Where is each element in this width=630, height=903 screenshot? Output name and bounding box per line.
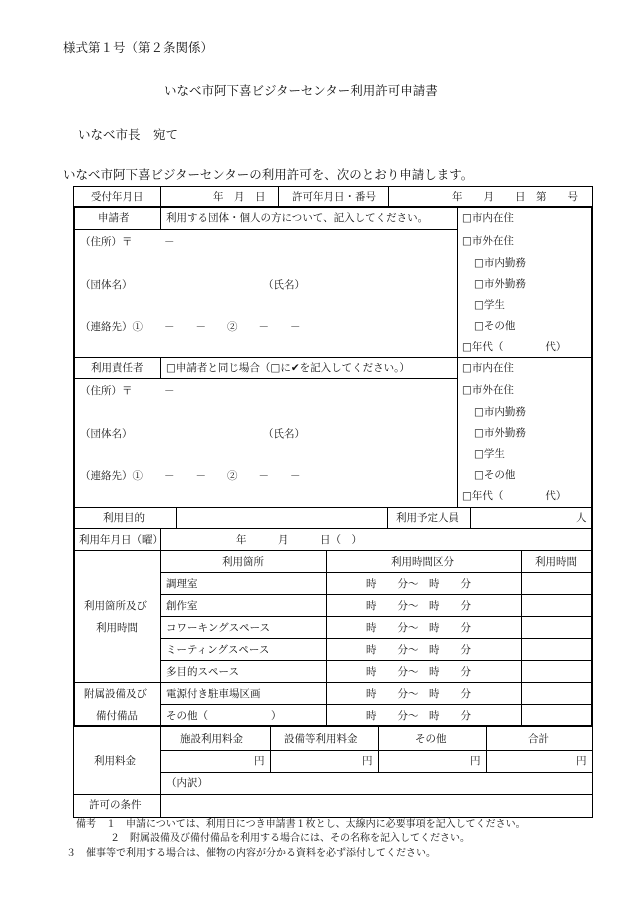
facility-header-place: 利用箇所 — [222, 556, 264, 568]
fee-unit-equipment: 円 — [362, 755, 373, 767]
use-date-label: 利用年月日（曜） — [79, 534, 163, 546]
fee-unit-other: 円 — [470, 755, 481, 767]
responsible-contact: （連絡先）① － － ② － － — [80, 470, 301, 482]
facility-group-label-2: 利用時間 — [96, 622, 138, 634]
note-1: 備考 １ 申請については、利用日につき申請書１枚とし、太線内に必要事項を記入してください。 — [76, 819, 526, 830]
facility-row-cooking: 調理室 — [166, 578, 198, 590]
equipment-row-parking: 電源付き駐車場区画 — [166, 688, 261, 700]
equipment-row-parking-time: 時 分～ 時 分 — [366, 688, 471, 700]
responsible-option-city-work: □市内勤務 — [474, 406, 526, 418]
responsible-option-outside-work: □市外勤務 — [474, 427, 526, 439]
planned-users-unit: 人 — [576, 512, 587, 524]
responsible-option-student: □学生 — [474, 448, 505, 460]
facility-header-slot: 利用時間区分 — [391, 556, 454, 568]
responsible-name: （氏名） — [263, 428, 305, 440]
facility-row-meeting: ミーティングスペース — [166, 644, 270, 656]
fee-header-other: その他 — [415, 733, 447, 745]
fee-unit-total: 円 — [576, 755, 587, 767]
equipment-label-1: 附属設備及び — [84, 688, 147, 700]
applicant-option-city-work: □市内勤務 — [474, 257, 526, 269]
applicant-option-resident: □市内在住 — [462, 212, 514, 224]
responsible-note: □申請者と同じ場合（□に✔を記入してください。） — [166, 362, 410, 374]
applicant-address: （住所）〒 － — [80, 236, 175, 248]
fee-header-facility: 施設利用料金 — [180, 733, 243, 745]
responsible-option-nonresident: □市外在住 — [462, 384, 514, 396]
facility-header-time: 利用時間 — [535, 556, 577, 568]
responsible-label: 利用責任者 — [91, 362, 144, 374]
note-2: ２ 附属設備及び備付備品を利用する場合には、その名称を記入してください。 — [110, 833, 470, 844]
fee-header-total: 合計 — [528, 733, 549, 745]
fee-label: 利用料金 — [94, 755, 136, 767]
applicant-contact: （連絡先）① － － ② － － — [80, 321, 301, 333]
receipt-date-value: 年 月 日 — [213, 191, 266, 203]
responsible-group: （団体名） — [80, 428, 133, 440]
facility-row-coworking-time: 時 分～ 時 分 — [366, 622, 471, 634]
fee-header-equipment: 設備等利用料金 — [284, 733, 358, 745]
intro-text: いなべ市阿下喜ビジターセンターの利用許可を、次のとおり申請します。 — [63, 167, 474, 182]
note-3: ３ 催事等で利用する場合は、催物の内容が分かる資料を必ず添付してください。 — [66, 848, 436, 859]
planned-users-label: 利用予定人員 — [396, 512, 459, 524]
fee-unit-facility: 円 — [254, 755, 265, 767]
addressee: いなべ市長 宛て — [78, 127, 179, 142]
responsible-option-other: □その他 — [474, 469, 516, 481]
facility-row-multipurpose: 多目的スペース — [166, 666, 239, 678]
applicant-option-outside-work: □市外勤務 — [474, 278, 526, 290]
fee-breakdown: （内訳） — [166, 777, 208, 789]
equipment-label-2: 備付備品 — [96, 710, 138, 722]
equipment-row-other: その他（ ） — [166, 710, 282, 722]
applicant-option-nonresident: □市外在住 — [462, 235, 514, 247]
equipment-row-other-time: 時 分～ 時 分 — [366, 710, 471, 722]
use-date-value: 年 月 日（ ） — [236, 534, 362, 546]
permit-value: 年 月 日 第 号 — [452, 191, 578, 203]
responsible-option-age: □年代（ 代） — [462, 490, 567, 502]
applicant-group: （団体名） — [80, 279, 133, 291]
facility-group-label-1: 利用箇所及び — [84, 600, 147, 612]
form-label: 様式第１号（第２条関係） — [63, 40, 214, 55]
facility-row-multipurpose-time: 時 分～ 時 分 — [366, 666, 471, 678]
conditions-label: 許可の条件 — [89, 799, 142, 811]
responsible-address: （住所）〒 － — [80, 385, 175, 397]
applicant-label: 申請者 — [98, 212, 130, 224]
facility-row-craft: 創作室 — [166, 600, 198, 612]
facility-row-coworking: コワーキングスペース — [166, 622, 271, 634]
form-title: いなべ市阿下喜ビジターセンター利用許可申請書 — [164, 83, 438, 98]
applicant-option-student: □学生 — [474, 299, 505, 311]
facility-row-craft-time: 時 分～ 時 分 — [366, 600, 471, 612]
responsible-option-resident: □市内在住 — [462, 362, 514, 374]
applicant-note: 利用する団体・個人の方について、記入してください。 — [166, 212, 429, 224]
facility-row-meeting-time: 時 分～ 時 分 — [366, 644, 471, 656]
applicant-name: （氏名） — [263, 279, 305, 291]
permit-label: 許可年月日・番号 — [292, 191, 376, 203]
applicant-option-other: □その他 — [474, 320, 516, 332]
applicant-option-age: □年代（ 代） — [462, 341, 567, 353]
purpose-label: 利用目的 — [103, 512, 145, 524]
receipt-date-label: 受付年月日 — [91, 191, 144, 203]
facility-row-cooking-time: 時 分～ 時 分 — [366, 578, 471, 590]
